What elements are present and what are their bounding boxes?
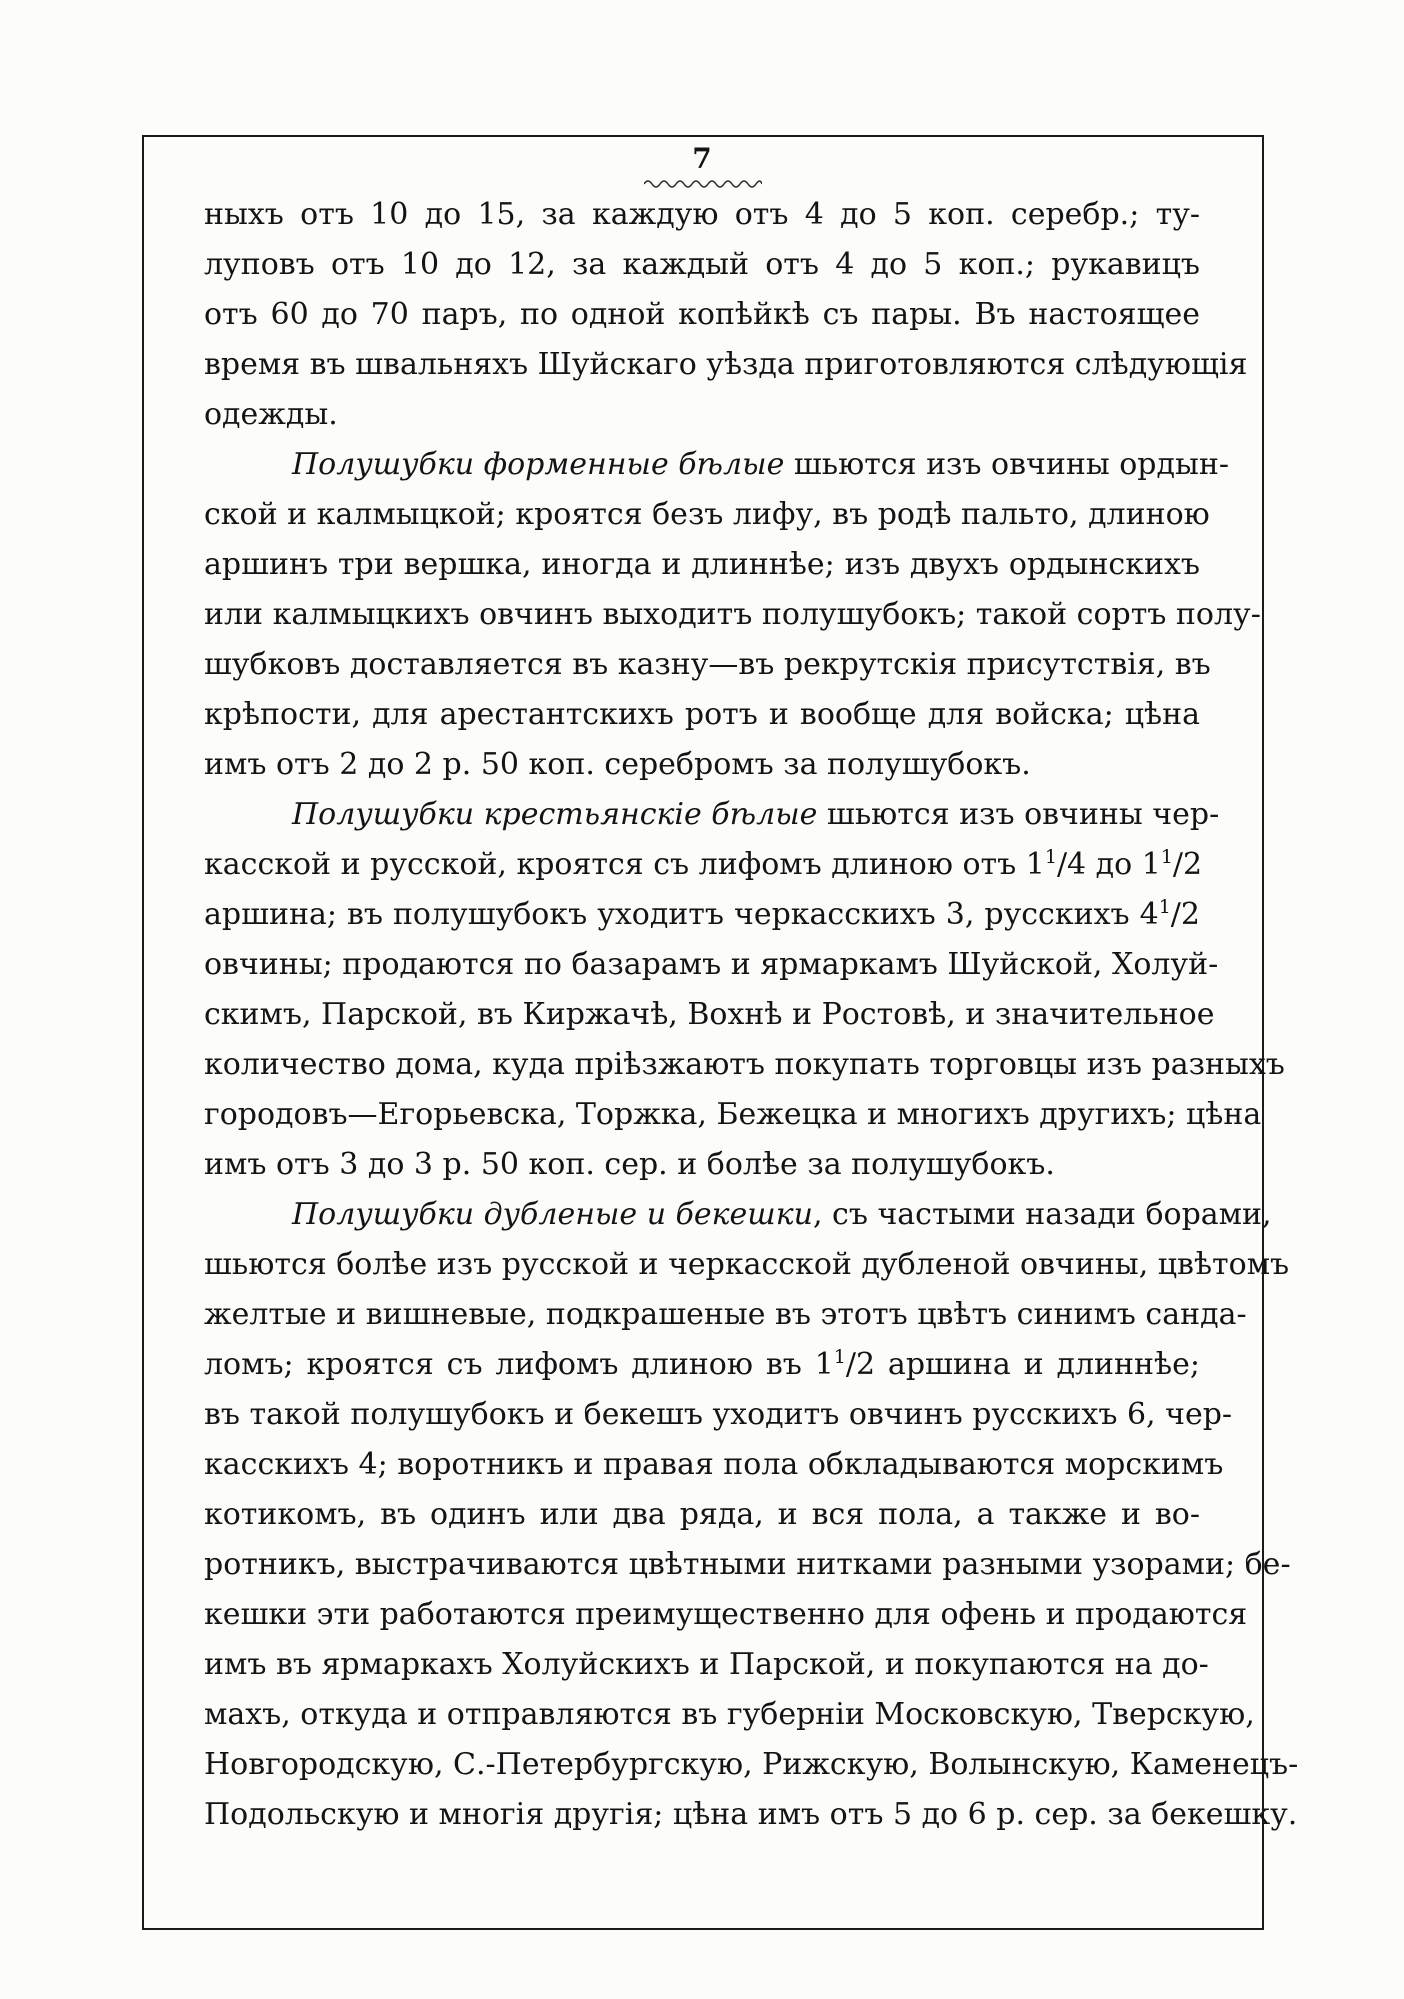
fraction-numerator: 1: [1044, 846, 1057, 868]
text-line: [204, 340, 1248, 390]
text-segment: /2: [1170, 897, 1200, 932]
text-line: [204, 1640, 1209, 1690]
text-line: [204, 1140, 1200, 1190]
text-segment: ской и калмыцкой; кроятся безъ лифу, въ родѣ пальто, длиною: [204, 497, 1210, 532]
text-segment: , съ частыми назади борами,: [812, 1197, 1272, 1232]
fraction-numerator: 1: [1160, 846, 1173, 868]
text-segment: одежды.: [204, 397, 338, 432]
text-line: [204, 490, 1210, 540]
text-segment: луповъ отъ 10 до 12, за каждый отъ 4 до 5 коп.; рукавицъ: [204, 247, 1200, 282]
text-line: [204, 1340, 1200, 1390]
fraction-numerator: 1: [1158, 896, 1171, 918]
text-segment: Новгородскую, С.-Петербургскую, Рижскую, Волынскую, Каменецъ-: [204, 1747, 1299, 1782]
text-line: [204, 1090, 1262, 1140]
text-segment: /2: [1172, 847, 1203, 882]
text-segment: махъ, откуда и отправляются въ губерніи Московскую, Тверскую,: [204, 1697, 1255, 1732]
fraction-numerator: 1: [833, 1346, 846, 1368]
text-line: [204, 640, 1211, 690]
text-segment: касскихъ 4; воротникъ и правая пола обкладываются морскимъ: [204, 1447, 1224, 1482]
text-segment: крѣпости, для арестантскихъ ротъ и вообще для войска; цѣна: [204, 697, 1200, 732]
text-segment: /2 аршина и длиннѣе;: [845, 1347, 1200, 1382]
paragraph: [204, 1190, 1299, 1840]
text-segment: количество дома, куда пріѣзжаютъ покупать торговцы изъ разныхъ: [204, 1047, 1285, 1082]
text-segment: желтые и вишневые, подкрашеные въ этотъ цвѣтъ синимъ санда-: [204, 1297, 1247, 1332]
text-line: [204, 440, 1229, 490]
text-line: [204, 540, 1200, 590]
text-line: [204, 1440, 1224, 1490]
text-line: [204, 1590, 1248, 1640]
text-segment: отъ 60 до 70 паръ, по одной копѣйкѣ съ пары. Въ настоящее: [204, 297, 1200, 332]
text-line: [204, 590, 1261, 640]
text-segment: въ такой полушубокъ и бекешъ уходитъ овчинъ русскихъ 6, чер-: [204, 1397, 1233, 1432]
italic-heading: Полушубки дубленые и бекешки: [292, 1197, 813, 1232]
text-segment: касской и русской, кроятся съ лифомъ длиною отъ 1: [204, 847, 1045, 882]
text-line: [204, 1190, 1272, 1240]
text-line: [204, 790, 1220, 840]
text-line: [204, 940, 1219, 990]
frame-top-rule: [142, 135, 1264, 137]
text-line: [204, 690, 1200, 740]
text-segment: аршина; въ полушубокъ уходитъ черкасскихъ 3, русскихъ 4: [204, 897, 1159, 932]
text-segment: скимъ, Парской, въ Киржачѣ, Вохнѣ и Ростовѣ, и значительное: [204, 997, 1215, 1032]
text-segment: имъ отъ 3 до 3 р. 50 коп. сер. и болѣе за полушубокъ.: [204, 1147, 1055, 1182]
text-line: [204, 1240, 1290, 1290]
text-line: [204, 1790, 1298, 1840]
text-segment: ныхъ отъ 10 до 15, за каждую отъ 4 до 5 коп. серебр.; ту-: [204, 197, 1200, 232]
text-line: [204, 290, 1200, 340]
paragraph: [204, 190, 1248, 440]
text-line: [204, 840, 1203, 890]
text-line: [204, 1540, 1291, 1590]
text-segment: шубковъ доставляется въ казну—въ рекрутскія присутствія, въ: [204, 647, 1211, 682]
text-line: [204, 1740, 1299, 1790]
text-segment: шьются изъ овчины ордын-: [784, 447, 1229, 482]
text-line: [204, 1490, 1200, 1540]
text-segment: ротникъ, выстрачиваются цвѣтными нитками разными узорами; бе-: [204, 1547, 1291, 1582]
text-segment: имъ въ ярмаркахъ Холуйскихъ и Парской, и покупаются на до-: [204, 1647, 1209, 1682]
paragraph: [204, 440, 1261, 790]
text-line: [204, 390, 1200, 440]
text-segment: аршинъ три вершка, иногда и длиннѣе; изъ двухъ ордынскихъ: [204, 547, 1200, 582]
text-segment: или калмыцкихъ овчинъ выходитъ полушубокъ; такой сортъ полу-: [204, 597, 1261, 632]
italic-heading: Полушубки крестьянскіе бѣлые: [292, 797, 818, 832]
frame-bottom-rule: [142, 1928, 1264, 1930]
paragraph: [204, 790, 1285, 1190]
text-segment: время въ швальняхъ Шуйскаго уѣзда приготовляются слѣдующія: [204, 347, 1248, 382]
frame-left-rule: [142, 135, 144, 1930]
text-segment: котикомъ, въ одинъ или два ряда, и вся пола, а также и во-: [204, 1497, 1200, 1532]
text-line: [204, 1390, 1233, 1440]
page-number: 7: [692, 142, 712, 175]
text-segment: Подольскую и многія другія; цѣна имъ отъ 5 до 6 р. сер. за бекешку.: [204, 1797, 1298, 1832]
text-line: [204, 190, 1200, 240]
text-line: [204, 740, 1200, 790]
text-line: [204, 1290, 1247, 1340]
text-segment: городовъ—Егорьевска, Торжка, Бежецка и многихъ другихъ; цѣна: [204, 1097, 1262, 1132]
wavy-ornament: [644, 178, 762, 190]
body-text: [204, 190, 1299, 1840]
text-segment: ломъ; кроятся съ лифомъ длиною въ 1: [204, 1347, 834, 1382]
text-line: [204, 1690, 1255, 1740]
text-segment: /4 до 1: [1056, 847, 1161, 882]
italic-heading: Полушубки форменные бѣлые: [292, 447, 785, 482]
text-segment: имъ отъ 2 до 2 р. 50 коп. серебромъ за полушубокъ.: [204, 747, 1031, 782]
text-line: [204, 240, 1200, 290]
text-line: [204, 990, 1215, 1040]
text-segment: шьются изъ овчины чер-: [817, 797, 1220, 832]
text-line: [204, 1040, 1285, 1090]
text-line: [204, 890, 1200, 940]
text-segment: овчины; продаются по базарамъ и ярмаркамъ Шуйской, Холуй-: [204, 947, 1219, 982]
text-segment: шьются болѣе изъ русской и черкасской дубленой овчины, цвѣтомъ: [204, 1247, 1290, 1282]
text-segment: кешки эти работаются преимущественно для офень и продаются: [204, 1597, 1248, 1632]
frame-right-rule: [1262, 135, 1264, 1930]
